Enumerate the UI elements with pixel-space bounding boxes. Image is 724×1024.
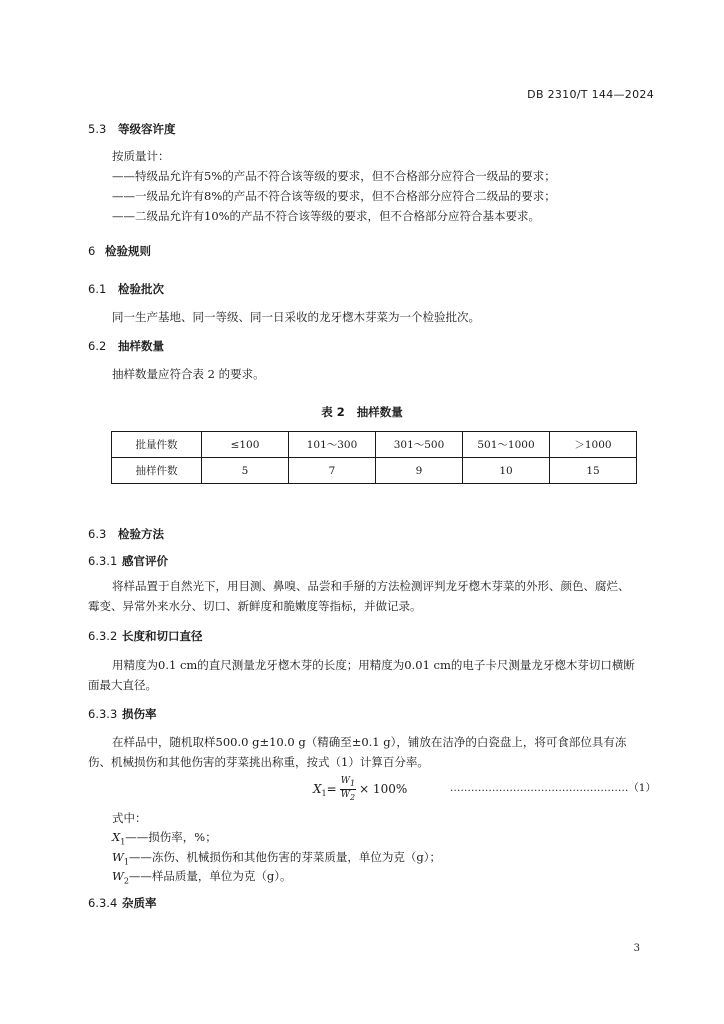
section-number: 6.1	[88, 282, 107, 296]
formula-tail: × 100%	[359, 781, 408, 796]
table-caption: 表 2 抽样数量	[321, 405, 403, 419]
section-number: 6.3	[88, 527, 107, 541]
variable-description: ——冻伤、机械损伤和其他伤害的芽菜质量，单位为克（g）；	[128, 850, 442, 864]
formula-fraction	[340, 776, 356, 803]
section-number: 6.3.1	[88, 554, 118, 568]
section-title: 检验批次	[118, 282, 164, 296]
section-number: 6	[88, 244, 96, 258]
section-title: 抽样数量	[118, 339, 164, 353]
paragraph: 用精度为0.1 cm的直尺测量龙牙楤木芽的长度；用精度为0.01 cm的电子卡尺测量龙牙楤木芽切口横断面最大直径。	[88, 658, 635, 692]
table-cell: ＞1000	[550, 432, 637, 458]
section-heading-6-1	[88, 281, 164, 297]
section-number: 6.2	[88, 339, 107, 353]
formula-equals: =	[326, 781, 337, 796]
section-title: 检验规则	[105, 244, 151, 258]
section-heading-6-3-2	[88, 628, 203, 644]
table-cell: 101～300	[289, 432, 376, 458]
paragraph: 同一生产基地、同一等级、同一日采收的龙牙楤木芽菜为一个检验批次。	[112, 310, 480, 324]
table-cell: 301～500	[376, 432, 463, 458]
section-title: 杂质率	[122, 896, 157, 910]
section-heading-6-3-1	[88, 553, 168, 569]
table-cell: 9	[376, 458, 463, 484]
section-title: 长度和切口直径	[122, 629, 203, 643]
paragraph: 在样品中，随机取样500.0 g±10.0 g（精确至±0.1 g），铺放在洁净的白瓷盘上，将可食部位具有冻伤、机械损伤和其他伤害的芽菜挑出称重，按式（1）计算百分率。	[88, 735, 627, 769]
paragraph: 将样品置于自然光下，用目测、鼻嗅、品尝和手掰的方法检测评判龙牙楤木芽菜的外形、颜色、腐烂、霉变、异常外来水分、切口、新鲜度和脆嫩度等指标，并做记录。	[88, 579, 630, 613]
variable-subscript: 1	[123, 857, 129, 867]
section-title: 检验方法	[118, 527, 164, 541]
variable-symbol: W	[112, 850, 124, 864]
section-number: 5.3	[88, 122, 107, 136]
table-cell: ≤100	[202, 432, 289, 458]
paragraph: 抽样数量应符合表 2 的要求。	[112, 367, 265, 381]
section-heading-6	[88, 243, 151, 259]
table-cell: 10	[463, 458, 550, 484]
section-heading-6-3-3	[88, 706, 157, 722]
variable-subscript: 2	[123, 876, 129, 886]
variable-definition	[112, 866, 292, 891]
variable-symbol: W	[112, 869, 124, 883]
formula	[313, 776, 407, 803]
fraction-numerator	[340, 776, 356, 790]
table-row	[112, 458, 637, 484]
denominator-subscript: 2	[349, 792, 356, 802]
section-heading-6-2	[88, 338, 164, 354]
section-number: 6.3.2	[88, 629, 118, 643]
table-cell: 15	[550, 458, 637, 484]
section-heading-6-3	[88, 526, 164, 542]
variable-description: ——样品质量，单位为克（g）。	[128, 869, 292, 883]
table-cell: 501～1000	[463, 432, 550, 458]
section-number: 6.3.3	[88, 707, 118, 721]
formula-lhs-subscript: 1	[321, 789, 327, 799]
sampling-table	[111, 431, 637, 484]
paragraph-intro: 按质量计：	[112, 149, 170, 163]
section-heading-6-3-4	[88, 895, 157, 911]
section-number: 6.3.4	[88, 896, 118, 910]
variable-description: ——损伤率，%；	[125, 830, 217, 844]
section-title: 感官评价	[122, 554, 168, 568]
section-heading-5-3	[88, 121, 176, 137]
section-title: 损伤率	[122, 707, 157, 721]
list-item: ——一级品允许有8%的产品不符合该等级的要求，但不合格部分应符合二级品的要求；	[112, 189, 556, 203]
where-label: 式中：	[112, 811, 147, 825]
table-cell: 抽样件数	[112, 458, 202, 484]
variable-subscript: 1	[120, 837, 126, 847]
document-id: DB 2310/T 144—2024	[527, 88, 654, 101]
table-cell: 5	[202, 458, 289, 484]
table-cell: 7	[289, 458, 376, 484]
fraction-denominator	[340, 790, 356, 803]
list-item: ——特级品允许有5%的产品不符合该等级的要求，但不合格部分应符合一级品的要求；	[112, 169, 556, 183]
table-row	[112, 432, 637, 458]
variable-symbol: X	[112, 830, 121, 844]
page-number: 3	[633, 943, 640, 954]
section-title: 等级容许度	[118, 122, 176, 136]
formula-number: ……………………………………………（1）	[449, 782, 656, 794]
numerator-symbol: W	[340, 776, 350, 786]
table-cell: 批量件数	[112, 432, 202, 458]
numerator-subscript: 1	[349, 778, 356, 788]
list-item: ——二级品允许有10%的产品不符合该等级的要求，但不合格部分应符合基本要求。	[112, 209, 541, 223]
denominator-symbol: W	[340, 789, 350, 800]
formula-lhs: X	[313, 781, 322, 796]
